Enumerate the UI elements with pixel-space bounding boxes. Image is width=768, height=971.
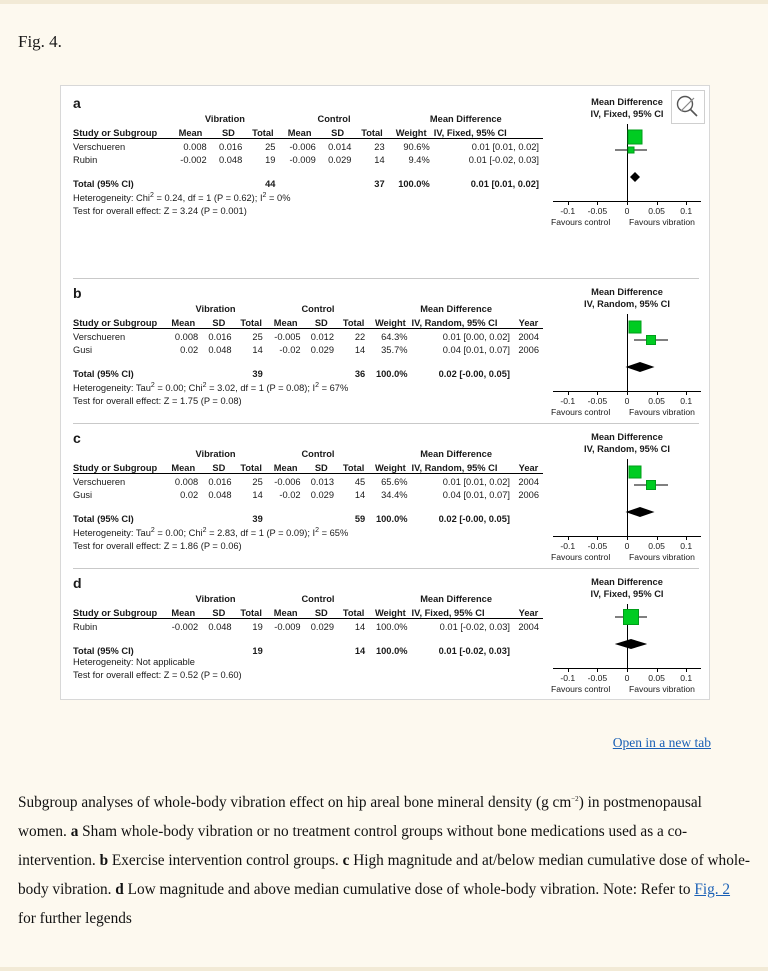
cell-5: 0.029 — [310, 622, 335, 632]
total-cell-5 — [305, 510, 338, 524]
cell-0: Verschueren — [73, 477, 126, 487]
axis-tick-label: -0.1 — [560, 673, 576, 683]
table-row — [73, 329, 543, 343]
cell-1: -0.002 — [180, 155, 207, 165]
axis-tick — [597, 668, 598, 672]
axis-tick — [657, 536, 658, 540]
column-header-sd: SD — [305, 604, 338, 619]
cell-4: -0.005 — [274, 332, 301, 342]
forest-plot-b — [551, 286, 701, 417]
column-header-year: Year — [514, 314, 543, 329]
column-header-iv-random-95-ci: IV, Random, 95% CI — [412, 459, 514, 474]
heterogeneity-text: Heterogeneity: Tau$^2$ = 0.00; Chi$^2$ = 2.83, df = 1 (P = 0.09); $I^2 = 65\%$ — [73, 527, 349, 539]
column-header-study-or-subgroup: Study or Subgroup — [73, 459, 164, 474]
cell-4: -0.006 — [289, 142, 316, 152]
axis-tick-label: -0.1 — [560, 396, 576, 406]
cell-7: 65.6% — [381, 477, 408, 487]
axis-tick — [568, 668, 569, 672]
cell-2: 0.016 — [208, 477, 232, 487]
row-spacer — [73, 355, 543, 365]
axis-tick-label: 0.1 — [680, 396, 693, 406]
cell-8: 0.04 [0.01, 0.07] — [442, 345, 510, 355]
forest-table-a — [73, 111, 543, 189]
cell-0: Rubin — [73, 155, 98, 165]
cell-6: 14 — [354, 622, 366, 632]
overall-effect-text: Test for overall effect: Z = 1.75 (P = 0.08) — [73, 396, 242, 407]
caption-part3: for further legends — [18, 910, 132, 928]
panel-separator — [73, 423, 699, 424]
group-header-control: Control — [301, 449, 335, 459]
total-cell-3: 39 — [252, 369, 263, 379]
column-header-year: Year — [514, 459, 543, 474]
total-cell-5 — [305, 365, 338, 379]
cell-1: 0.008 — [174, 332, 199, 342]
axis-tick-label: 0 — [624, 396, 630, 406]
total-cell-1 — [164, 510, 202, 524]
axis-tick-label: 0.05 — [648, 541, 665, 551]
heterogeneity-text: Heterogeneity: Chi$^2$ = 0.24, df = 1 (P = 0.62); $I^2 = 0\%$ — [73, 192, 291, 204]
column-header-mean: Mean — [279, 124, 319, 139]
axis-tick — [627, 391, 628, 395]
column-header-sd: SD — [211, 124, 247, 139]
row-spacer — [73, 632, 543, 642]
effect-marker — [623, 609, 639, 625]
group-header-control: Control — [317, 114, 351, 124]
cell-9: 2004 — [518, 477, 539, 487]
cell-4: -0.009 — [289, 155, 316, 165]
pooled-effect-diamond — [626, 504, 655, 514]
table-row — [73, 139, 543, 153]
cell-4: -0.02 — [279, 345, 301, 355]
total-cell-9 — [514, 365, 543, 379]
cell-3: 19 — [252, 622, 263, 632]
pooled-effect-diamond — [615, 636, 648, 646]
table-row — [73, 487, 543, 500]
cell-7: 9.4% — [408, 155, 430, 165]
table-row — [73, 342, 543, 355]
column-header-mean: Mean — [164, 314, 202, 329]
caption-b-text: Exercise intervention control groups. — [108, 852, 343, 870]
caption-d-label: d — [115, 881, 124, 899]
axis-tick-label: 0 — [624, 541, 630, 551]
axis-tick-label: -0.1 — [560, 541, 576, 551]
axis-tick — [657, 668, 658, 672]
total-cell-0: Total (95% CI) — [73, 514, 134, 524]
axis-tick-label: 0.05 — [648, 396, 665, 406]
column-header-total: Total — [236, 604, 267, 619]
forest-table-d — [73, 591, 543, 656]
caption-d-text: Low magnitude and above median cumulative dose of whole-body vibration. Note: Refer to — [123, 881, 695, 899]
column-header-mean: Mean — [170, 124, 210, 139]
favours-vibration-label: Favours vibration — [629, 217, 695, 227]
axis-tick — [568, 201, 569, 205]
total-cell-7: 100.0% — [375, 514, 408, 524]
column-header-sd: SD — [202, 459, 235, 474]
column-header-total: Total — [246, 124, 279, 139]
forest-table-c — [73, 446, 543, 524]
cell-4: -0.02 — [279, 490, 301, 500]
open-in-new-tab-link[interactable]: Open in a new tab — [612, 735, 711, 750]
row-spacer — [73, 500, 543, 510]
column-header-mean: Mean — [164, 459, 202, 474]
cell-5: 0.029 — [328, 155, 352, 165]
heterogeneity-text: Heterogeneity: Tau$^2$ = 0.00; Chi$^2$ = 3.02, df = 1 (P = 0.08); $I^2 = 67\%$ — [73, 382, 349, 394]
table-row — [73, 474, 543, 488]
group-header-control: Control — [301, 594, 335, 604]
column-header-weight: Weight — [389, 124, 434, 139]
caption-a-text: Sham whole-body vibration or no treatment control groups without bone medications used as a co-intervention. — [18, 823, 688, 870]
total-cell-0: Total (95% CI) — [73, 369, 134, 379]
cell-5: 0.013 — [310, 477, 335, 487]
group-header-row — [73, 301, 543, 314]
cell-2: 0.048 — [208, 622, 232, 632]
cell-7: 90.6% — [403, 142, 430, 152]
column-header-sd: SD — [305, 314, 338, 329]
cell-0: Rubin — [73, 622, 98, 632]
plot-title: Mean Difference IV, Random, 95% CI — [584, 432, 670, 454]
overall-effect-text: Test for overall effect: Z = 0.52 (P = 0.60) — [73, 670, 242, 680]
total-row — [73, 642, 543, 656]
cell-1: -0.002 — [171, 622, 199, 632]
axis-tick — [568, 536, 569, 540]
axis-tick — [627, 668, 628, 672]
axis-tick-label: -0.1 — [560, 206, 576, 216]
axis-tick-label: -0.05 — [587, 541, 608, 551]
group-header-row — [73, 446, 543, 459]
cell-0: Verschueren — [73, 142, 126, 152]
cell-8: 0.01 [0.01, 0.02] — [471, 142, 539, 152]
favours-control-label: Favours control — [551, 684, 611, 694]
group-header-mean-difference: Mean Difference — [429, 114, 502, 124]
figure-number: Fig. 4. — [18, 32, 62, 51]
cell-6: 45 — [354, 477, 366, 487]
cell-6: 14 — [374, 155, 385, 165]
total-cell-2 — [202, 365, 235, 379]
total-cell-3: 19 — [252, 646, 263, 656]
cell-9: 2006 — [518, 490, 539, 500]
axis-tick — [657, 391, 658, 395]
cell-7: 100.0% — [375, 622, 408, 632]
panel-letter-d: d — [73, 575, 82, 591]
column-header-total: Total — [338, 604, 369, 619]
cell-7: 35.7% — [381, 345, 408, 355]
cell-3: 25 — [252, 332, 263, 342]
cell-9: 2004 — [518, 332, 539, 342]
group-header-vibration: Vibration — [195, 594, 236, 604]
total-cell-0: Total (95% CI) — [73, 646, 134, 656]
total-cell-1 — [164, 642, 202, 656]
axis-tick — [686, 668, 687, 672]
column-header-total: Total — [236, 459, 267, 474]
effect-marker — [628, 130, 643, 145]
cell-9: 2006 — [518, 345, 539, 355]
axis-tick-label: -0.05 — [587, 673, 608, 683]
group-header-control: Control — [301, 304, 335, 314]
cell-1: 0.02 — [180, 345, 199, 355]
total-cell-5 — [320, 175, 356, 189]
axis-tick-label: 0.05 — [648, 673, 665, 683]
total-cell-3: 39 — [252, 514, 263, 524]
total-cell-9 — [514, 642, 543, 656]
cell-9: 2004 — [518, 622, 539, 632]
favours-control-label: Favours control — [551, 407, 611, 417]
total-cell-8: 0.01 [-0.02, 0.03] — [438, 646, 510, 656]
cell-3: 25 — [252, 477, 263, 487]
axis-tick-label: 0.1 — [680, 541, 693, 551]
total-cell-6: 59 — [354, 514, 366, 524]
forest-plot-a — [551, 96, 701, 227]
column-header-iv-fixed-95-ci: IV, Fixed, 95% CI — [434, 124, 543, 139]
axis-tick-label: 0.05 — [648, 206, 665, 216]
cell-1: 0.008 — [174, 477, 199, 487]
effect-marker — [646, 480, 656, 490]
favours-vibration-label: Favours vibration — [629, 684, 695, 694]
cell-5: 0.014 — [328, 142, 352, 152]
plot-title: Mean Difference IV, Fixed, 95% CI — [590, 577, 664, 599]
effect-marker — [628, 147, 635, 154]
column-header-iv-fixed-95-ci: IV, Fixed, 95% CI — [412, 604, 514, 619]
axis-tick-label: 0.1 — [680, 673, 693, 683]
group-header-mean-difference: Mean Difference — [420, 304, 493, 314]
cell-4: -0.006 — [274, 477, 301, 487]
table-row — [73, 619, 543, 633]
total-cell-2 — [202, 510, 235, 524]
figure-2-link[interactable]: Fig. 2 — [694, 881, 731, 899]
column-header-row — [73, 314, 543, 329]
group-header-row — [73, 591, 543, 604]
group-header-vibration: Vibration — [204, 114, 245, 124]
total-cell-4 — [279, 175, 319, 189]
figure-caption — [18, 785, 750, 933]
cell-1: 0.008 — [183, 142, 207, 152]
plot-title: Mean Difference IV, Random, 95% CI — [584, 287, 670, 309]
total-cell-8: 0.01 [0.01, 0.02] — [470, 179, 539, 189]
cell-2: 0.048 — [218, 155, 243, 165]
total-cell-8: 0.02 [-0.00, 0.05] — [438, 369, 510, 379]
caption-part1: Subgroup analyses of whole-body vibration effect on hip areal bone mineral density (g cm — [18, 794, 572, 812]
cell-6: 14 — [354, 490, 366, 500]
cell-0: Verschueren — [73, 332, 126, 342]
cell-5: 0.029 — [310, 490, 335, 500]
forest-plot-c — [551, 431, 701, 562]
total-row — [73, 365, 543, 379]
cell-7: 64.3% — [381, 332, 408, 342]
axis-tick-label: 0 — [624, 206, 630, 216]
cell-6: 14 — [354, 345, 366, 355]
group-header-vibration: Vibration — [195, 304, 236, 314]
total-cell-6: 36 — [354, 369, 366, 379]
total-cell-7: 100.0% — [375, 646, 408, 656]
overall-effect-text: Test for overall effect: Z = 1.86 (P = 0.06) — [73, 541, 242, 552]
total-cell-8: 0.02 [-0.00, 0.05] — [438, 514, 510, 524]
total-row — [73, 510, 543, 524]
column-header-row — [73, 124, 543, 139]
cell-8: 0.01 [0.00, 0.02] — [442, 332, 510, 342]
column-header-sd: SD — [305, 459, 338, 474]
cell-8: 0.01 [-0.02, 0.03] — [439, 622, 510, 632]
panel-separator — [73, 568, 699, 569]
cell-2: 0.048 — [208, 345, 232, 355]
plot-title: Mean Difference IV, Fixed, 95% CI — [590, 97, 664, 119]
page-bottom-rule — [0, 967, 768, 971]
axis-tick-label: -0.05 — [587, 206, 608, 216]
axis-tick — [597, 391, 598, 395]
cell-0: Gusi — [73, 345, 93, 355]
axis-tick-label: 0 — [624, 673, 630, 683]
caption-part2: ) in postmenopausal women. — [18, 794, 702, 841]
figure-image — [60, 85, 710, 700]
panel-letter-a: a — [73, 95, 81, 111]
column-header-total: Total — [338, 459, 369, 474]
column-header-weight: Weight — [369, 604, 411, 619]
panel-letter-b: b — [73, 285, 82, 301]
column-header-weight: Weight — [369, 314, 411, 329]
cell-8: 0.01 [0.01, 0.02] — [442, 477, 510, 487]
group-header-row — [73, 111, 543, 124]
pooled-effect-diamond — [630, 169, 640, 179]
total-cell-4 — [267, 510, 305, 524]
column-header-study-or-subgroup: Study or Subgroup — [73, 314, 164, 329]
panel-separator — [73, 278, 699, 279]
axis-tick — [657, 201, 658, 205]
group-header-vibration: Vibration — [195, 449, 236, 459]
column-header-row — [73, 604, 543, 619]
caption-c-label: c — [342, 852, 350, 870]
axis-tick — [568, 391, 569, 395]
favours-control-label: Favours control — [551, 217, 611, 227]
total-cell-2 — [211, 175, 247, 189]
favours-vibration-label: Favours vibration — [629, 552, 695, 562]
cell-7: 34.4% — [381, 490, 408, 500]
group-header-mean-difference: Mean Difference — [420, 449, 493, 459]
axis-tick — [597, 536, 598, 540]
effect-marker — [646, 335, 656, 345]
column-header-row — [73, 459, 543, 474]
total-cell-7: 100.0% — [398, 179, 430, 189]
favours-control-label: Favours control — [551, 552, 611, 562]
column-header-sd: SD — [202, 604, 235, 619]
column-header-iv-random-95-ci: IV, Random, 95% CI — [412, 314, 514, 329]
forest-table-b — [73, 301, 543, 379]
group-header-mean-difference: Mean Difference — [420, 594, 493, 604]
column-header-study-or-subgroup: Study or Subgroup — [73, 124, 170, 139]
axis-tick — [686, 201, 687, 205]
column-header-mean: Mean — [267, 314, 305, 329]
total-cell-9 — [514, 510, 543, 524]
total-cell-7: 100.0% — [375, 369, 408, 379]
effect-marker — [629, 466, 642, 479]
axis-tick — [686, 391, 687, 395]
total-cell-1 — [170, 175, 210, 189]
column-header-total: Total — [338, 314, 369, 329]
axis-tick-label: -0.05 — [587, 396, 608, 406]
total-cell-1 — [164, 365, 202, 379]
cell-1: 0.02 — [180, 490, 199, 500]
column-header-mean: Mean — [267, 459, 305, 474]
total-cell-5 — [305, 642, 338, 656]
axis-tick — [627, 201, 628, 205]
caption-superscript: −2 — [571, 795, 579, 803]
cell-2: 0.048 — [208, 490, 232, 500]
forest-plot-d — [553, 576, 701, 696]
cell-0: Gusi — [73, 490, 93, 500]
caption-c-text: High magnitude and at/below median cumulative dose of whole-body vibration. — [18, 852, 750, 899]
column-header-study-or-subgroup: Study or Subgroup — [73, 604, 164, 619]
column-header-total: Total — [355, 124, 388, 139]
total-cell-4 — [267, 642, 305, 656]
total-cell-4 — [267, 365, 305, 379]
total-row — [73, 175, 543, 189]
cell-3: 19 — [265, 155, 276, 165]
cell-3: 14 — [252, 490, 263, 500]
pooled-effect-diamond — [626, 359, 655, 369]
column-header-weight: Weight — [369, 459, 411, 474]
total-cell-2 — [202, 642, 235, 656]
caption-a-label: a — [70, 823, 79, 841]
row-spacer — [73, 165, 543, 175]
axis-tick — [597, 201, 598, 205]
column-header-sd: SD — [320, 124, 356, 139]
cell-3: 25 — [265, 142, 276, 152]
axis-tick — [627, 536, 628, 540]
overall-effect-text: Test for overall effect: Z = 3.24 (P = 0.001) — [73, 206, 247, 217]
column-header-mean: Mean — [164, 604, 202, 619]
panel-letter-c: c — [73, 430, 81, 446]
total-cell-0: Total (95% CI) — [73, 179, 134, 189]
table-row — [73, 152, 543, 165]
column-header-sd: SD — [202, 314, 235, 329]
page-top-rule — [0, 0, 768, 4]
total-cell-6: 37 — [374, 179, 385, 189]
cell-2: 0.016 — [218, 142, 243, 152]
cell-8: 0.01 [-0.02, 0.03] — [468, 155, 539, 165]
effect-marker — [628, 321, 641, 334]
cell-2: 0.016 — [208, 332, 232, 342]
column-header-year: Year — [514, 604, 543, 619]
cell-8: 0.04 [0.01, 0.07] — [442, 490, 510, 500]
heterogeneity-text: Heterogeneity: Not applicable — [73, 657, 195, 667]
total-cell-3: 44 — [265, 179, 276, 189]
cell-5: 0.029 — [310, 345, 335, 355]
cell-6: 22 — [354, 332, 366, 342]
cell-4: -0.009 — [274, 622, 301, 632]
cell-5: 0.012 — [310, 332, 335, 342]
column-header-mean: Mean — [267, 604, 305, 619]
favours-vibration-label: Favours vibration — [629, 407, 695, 417]
axis-tick-label: 0.1 — [680, 206, 693, 216]
cell-3: 14 — [252, 345, 263, 355]
caption-b-label: b — [99, 852, 109, 870]
cell-6: 23 — [374, 142, 385, 152]
axis-tick — [686, 536, 687, 540]
column-header-total: Total — [236, 314, 267, 329]
total-cell-6: 14 — [354, 646, 366, 656]
